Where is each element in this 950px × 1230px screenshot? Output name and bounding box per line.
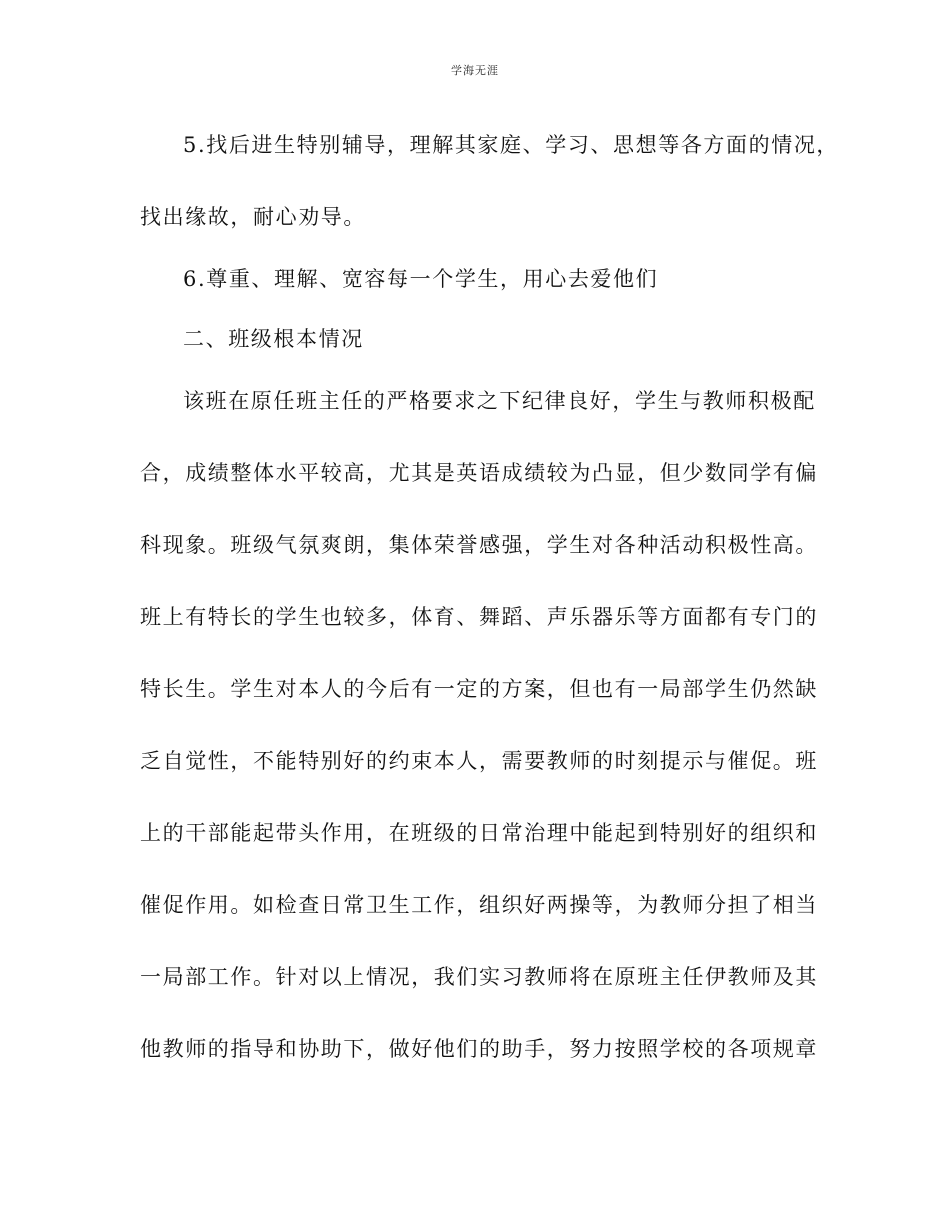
text-line: 该班在原任班主任的严格要求之下纪律良好，学生与教师积极配: [183, 389, 816, 413]
text-line: 找出缘故，耐心劝导。: [140, 205, 366, 229]
page-header: 学海无涯: [451, 64, 499, 77]
section-heading: 二、班级根本情况: [183, 327, 364, 351]
text-line: 特长生。学生对本人的今后有一定的方案，但也有一局部学生仍然缺: [140, 677, 818, 701]
text-line: 科现象。班级气氛爽朗，集体荣誉感强，学生对各种活动积极性高。: [140, 533, 818, 557]
text-line: 5.找后进生特别辅导，理解其家庭、学习、思想等各方面的情况，: [183, 133, 840, 157]
text-line: 上的干部能起带头作用，在班级的日常治理中能起到特别好的组织和: [140, 821, 818, 845]
text-line: 他教师的指导和协助下，做好他们的助手，努力按照学校的各项规章: [140, 1037, 818, 1061]
text-line: 6.尊重、理解、宽容每一个学生，用心去爱他们: [183, 267, 659, 291]
text-line: 一局部工作。针对以上情况，我们实习教师将在原班主任伊教师及其: [140, 965, 818, 989]
text-line: 乏自觉性，不能特别好的约束本人，需要教师的时刻提示与催促。班: [140, 749, 818, 773]
text-line: 催促作用。如检查日常卫生工作，组织好两操等，为教师分担了相当: [140, 893, 818, 917]
text-line: 合，成绩整体水平较高，尤其是英语成绩较为凸显，但少数同学有偏: [140, 461, 818, 485]
text-line: 班上有特长的学生也较多，体育、舞蹈、声乐器乐等方面都有专门的: [140, 605, 818, 629]
